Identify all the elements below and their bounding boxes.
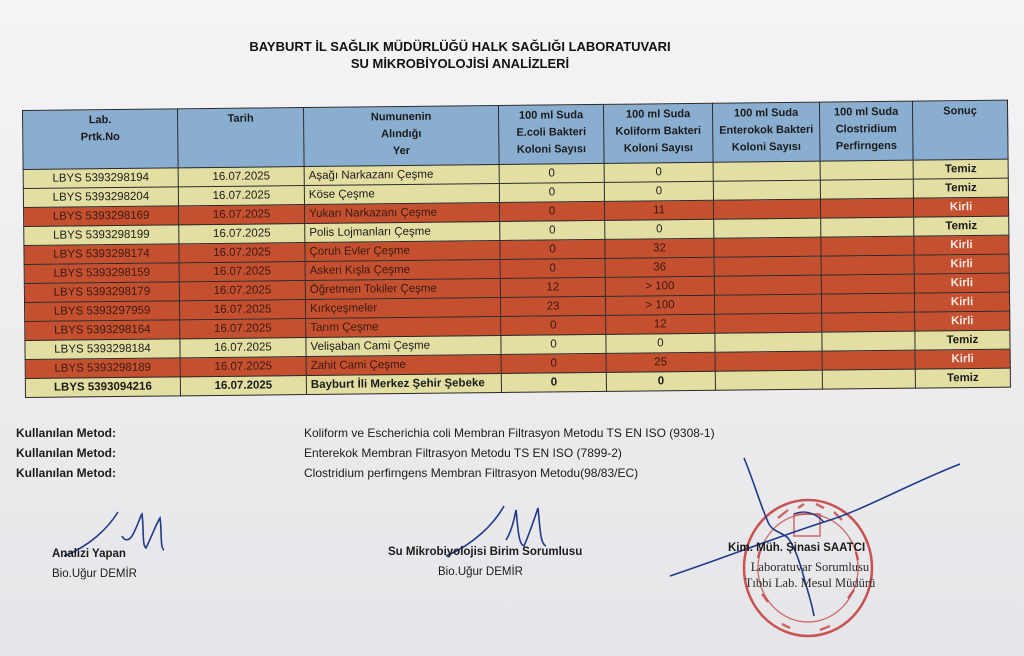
result-cell: Temiz <box>913 178 1008 198</box>
director-signature <box>664 452 964 622</box>
koliform-cell: 0 <box>606 333 715 353</box>
enterokok-cell <box>715 351 822 371</box>
location-cell: Kırkçeşmeler <box>306 297 501 318</box>
ecoli-cell: 23 <box>500 296 605 316</box>
clostridium-cell <box>822 331 915 351</box>
ecoli-cell: 12 <box>500 277 605 297</box>
date-cell: 16.07.2025 <box>180 338 306 358</box>
enterokok-cell <box>714 237 821 257</box>
ecoli-cell: 0 <box>499 182 604 202</box>
ecoli-cell: 0 <box>500 239 605 259</box>
lab-no-cell: LBYS 5393298164 <box>25 320 180 341</box>
result-cell: Kirli <box>914 254 1009 274</box>
lab-no-cell: LBYS 5393298179 <box>24 282 179 303</box>
koliform-cell: 0 <box>604 162 713 182</box>
ecoli-cell: 0 <box>501 372 606 392</box>
ecoli-cell: 0 <box>500 258 605 278</box>
director-role: Laboratuvar Sorumlusu <box>750 560 870 574</box>
col-koliform: 100 ml Suda Koliform Bakteri Koloni Sayısı <box>603 103 713 163</box>
result-cell: Kirli <box>915 349 1010 369</box>
method-label: Kullanılan Metod: <box>16 446 116 460</box>
koliform-cell: 25 <box>606 352 715 372</box>
method-row <box>16 426 776 446</box>
result-cell: Kirli <box>914 235 1009 255</box>
location-cell: Köse Çeşme <box>304 184 499 205</box>
clostridium-cell <box>822 369 915 389</box>
director-name: Kim. Müh. Şinasi SAATCI <box>728 542 866 554</box>
method-row <box>16 446 776 466</box>
date-cell: 16.07.2025 <box>180 300 306 320</box>
result-cell: Kirli <box>913 197 1008 217</box>
result-cell: Temiz <box>913 159 1008 179</box>
koliform-cell: 32 <box>605 238 714 258</box>
enterokok-cell <box>715 332 822 352</box>
result-cell: Temiz <box>915 368 1010 388</box>
location-cell: Öğretmen Tokiler Çeşme <box>305 279 500 300</box>
director-role-2: Tıbbi Lab. Mesul Müdürü <box>744 576 876 590</box>
enterokok-cell <box>714 256 821 276</box>
analyst-name: Bio.Uğur DEMİR <box>52 568 137 580</box>
lab-no-cell: LBYS 5393298204 <box>23 187 178 208</box>
location-cell: Tarım Çeşme <box>306 316 501 337</box>
clostridium-cell <box>820 179 913 199</box>
location-cell: Aşağı Narkazanı Çeşme <box>304 165 499 186</box>
method-text: Enterekok Membran Filtrasyon Metodu TS EN ISO (7899-2) <box>304 446 622 460</box>
col-ecoli: 100 ml Suda E.coli Bakteri Koloni Sayısı <box>498 104 604 164</box>
clostridium-cell <box>821 274 914 294</box>
clostridium-cell <box>822 312 915 332</box>
results-table <box>22 100 1011 398</box>
method-text: Koliform ve Escherichia coli Membran Filtrasyon Metodu TS EN ISO (9308-1) <box>304 426 715 440</box>
analyst-title: Analizi Yapan <box>52 548 126 560</box>
unit-title: Su Mikrobiyolojisi Birim Sorumlusu <box>388 546 583 558</box>
location-cell: Polis Lojmanları Çeşme <box>305 222 500 243</box>
date-cell: 16.07.2025 <box>180 319 306 339</box>
result-cell: Kirli <box>914 273 1009 293</box>
result-cell: Temiz <box>915 330 1010 350</box>
ecoli-cell: 0 <box>500 220 605 240</box>
lab-no-cell: LBYS 5393298189 <box>25 358 180 379</box>
koliform-cell: 12 <box>606 314 715 334</box>
clostridium-cell <box>821 293 914 313</box>
lab-no-cell: LBYS 5393094216 <box>25 377 180 398</box>
enterokok-cell <box>713 199 820 219</box>
ecoli-cell: 0 <box>501 334 606 354</box>
method-text: Clostridium perfirngens Membran Filtrasyon Metodu(98/83/EC) <box>304 466 639 480</box>
col-clostridium: 100 ml Suda Clostridium Perfirngens <box>819 101 913 161</box>
enterokok-cell <box>713 161 820 181</box>
date-cell: 16.07.2025 <box>178 186 304 206</box>
col-location: Numunenin Alındığı Yer <box>303 106 499 167</box>
col-date: Tarih <box>177 108 304 168</box>
date-cell: 16.07.2025 <box>179 262 305 282</box>
ecoli-cell: 0 <box>501 353 606 373</box>
table-header-row <box>23 100 1009 169</box>
koliform-cell: 36 <box>605 257 714 277</box>
clostridium-cell <box>821 236 914 256</box>
lab-no-cell: LBYS 5393298169 <box>24 206 179 227</box>
lab-no-cell: LBYS 5393297959 <box>25 301 180 322</box>
koliform-cell: 0 <box>605 219 714 239</box>
lab-no-cell: LBYS 5393298159 <box>24 263 179 284</box>
koliform-cell: 11 <box>604 200 713 220</box>
date-cell: 16.07.2025 <box>180 376 306 396</box>
koliform-cell: > 100 <box>605 295 714 315</box>
col-lab-no: Lab. Prtk.No <box>23 109 179 170</box>
document-subtitle: SU MİKROBİYOLOJİSİ ANALİZLERİ <box>350 56 570 71</box>
date-cell: 16.07.2025 <box>178 167 304 187</box>
methods-section <box>16 426 776 486</box>
koliform-cell: 0 <box>606 371 715 391</box>
location-cell: Zahit Cami Çeşme <box>306 354 501 375</box>
enterokok-cell <box>714 275 821 295</box>
document-title: BAYBURT İL SAĞLIK MÜDÜRLÜĞÜ HALK SAĞLIĞI LABORATUVARI <box>249 39 671 54</box>
table-body <box>23 159 1010 397</box>
enterokok-cell <box>713 180 820 200</box>
unit-name: Bio.Uğur DEMİR <box>438 566 523 578</box>
clostridium-cell <box>821 217 914 237</box>
lab-no-cell: LBYS 5393298174 <box>24 244 179 265</box>
location-cell: Bayburt İli Merkez Şehir Şebeke <box>306 373 501 394</box>
ecoli-cell: 0 <box>501 315 606 335</box>
location-cell: Askeri Kışla Çeşme <box>305 260 500 281</box>
date-cell: 16.07.2025 <box>179 243 305 263</box>
enterokok-cell <box>714 218 821 238</box>
col-result: Sonuç <box>912 100 1008 160</box>
date-cell: 16.07.2025 <box>179 205 305 225</box>
location-cell: Velişaban Cami Çeşme <box>306 335 501 356</box>
enterokok-cell <box>715 313 822 333</box>
koliform-cell: 0 <box>604 181 713 201</box>
method-label: Kullanılan Metod: <box>16 426 116 440</box>
enterokok-cell <box>714 294 821 314</box>
lab-no-cell: LBYS 5393298194 <box>23 168 178 189</box>
location-cell: Çoruh Evler Çeşme <box>305 241 500 262</box>
clostridium-cell <box>820 160 913 180</box>
clostridium-cell <box>822 350 915 370</box>
result-cell: Kirli <box>914 292 1009 312</box>
date-cell: 16.07.2025 <box>179 281 305 301</box>
method-row <box>16 466 776 486</box>
lab-no-cell: LBYS 5393298199 <box>24 225 179 246</box>
lab-no-cell: LBYS 5393298184 <box>25 339 180 360</box>
clostridium-cell <box>821 255 914 275</box>
ecoli-cell: 0 <box>499 163 604 183</box>
date-cell: 16.07.2025 <box>179 224 305 244</box>
result-cell: Kirli <box>915 311 1010 331</box>
result-cell: Temiz <box>914 216 1009 236</box>
date-cell: 16.07.2025 <box>180 357 306 377</box>
clostridium-cell <box>820 198 913 218</box>
koliform-cell: > 100 <box>605 276 714 296</box>
location-cell: Yukarı Narkazanı Çeşme <box>305 203 500 224</box>
method-label: Kullanılan Metod: <box>16 466 116 480</box>
enterokok-cell <box>715 370 822 390</box>
col-enterokok: 100 ml Suda Enterokok Bakteri Koloni Sayısı <box>712 102 820 162</box>
ecoli-cell: 0 <box>499 201 604 221</box>
